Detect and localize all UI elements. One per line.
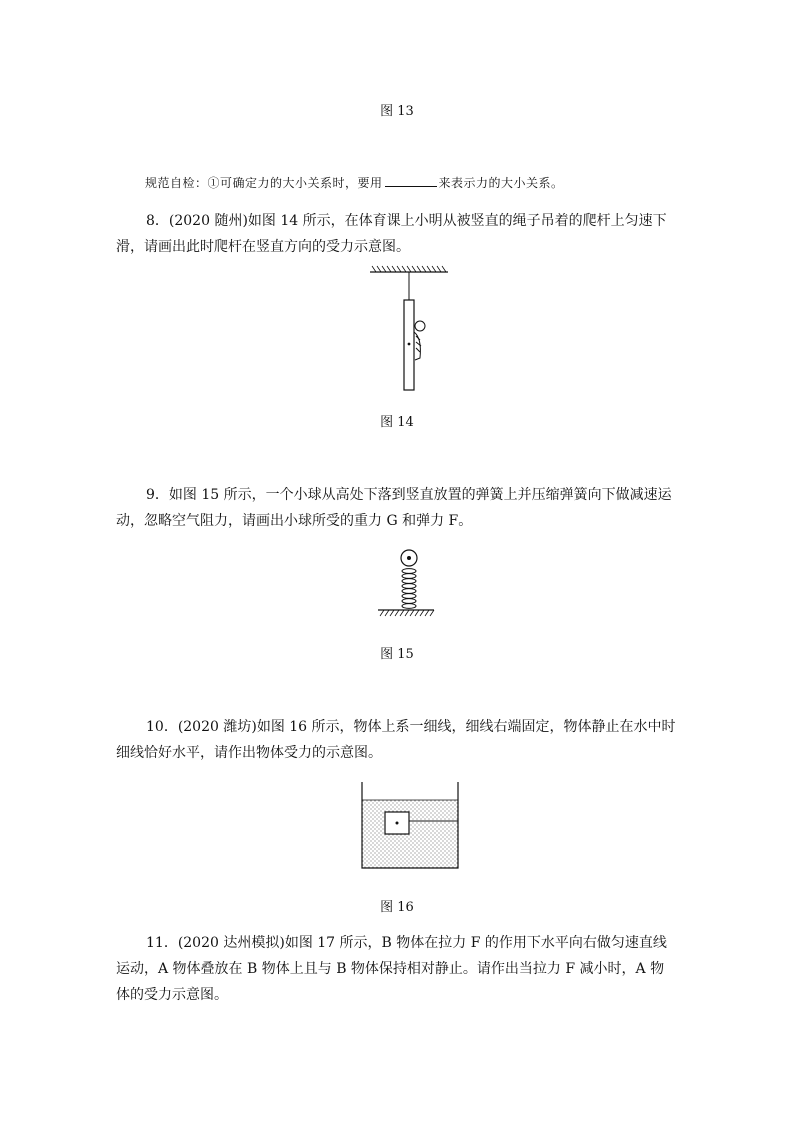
fill-blank[interactable] bbox=[385, 174, 437, 187]
question-11-text: 11．(2020 达州模拟)如图 17 所示，B 物体在拉力 F 的作用下水平向右做匀速直线运动，A 物体叠放在 B 物体上且与 B 物体保持相对静止。请作出当拉力 F 减小时，A 物体的受力示意图。 bbox=[116, 935, 667, 1003]
note-prefix: 规范自检：①可确定力的大小关系时，要用 bbox=[145, 176, 383, 190]
figure-13-caption: 图 13 bbox=[380, 104, 414, 119]
pole-center-dot bbox=[408, 343, 411, 346]
figure-15-caption: 图 15 bbox=[380, 647, 414, 662]
figure-14-climbing-pole bbox=[360, 262, 460, 398]
ground bbox=[378, 610, 434, 616]
figure-14-caption: 图 14 bbox=[380, 415, 414, 430]
question-9-text: 9．如图 15 所示，一个小球从高处下落到竖直放置的弹簧上并压缩弹簧向下做减速运动，忽略空气阻力，请画出小球所受的重力 G 和弹力 F。 bbox=[116, 487, 672, 529]
figure-15-ball-spring bbox=[372, 544, 432, 624]
ceiling bbox=[370, 266, 448, 272]
object-block bbox=[385, 812, 409, 834]
question-8-text: 8．(2020 随州)如图 14 所示，在体育课上小明从被竖直的绳子吊着的爬杆上匀速下滑，请画出此时爬杆在竖直方向的受力示意图。 bbox=[116, 213, 667, 255]
self-check-note bbox=[145, 174, 564, 191]
figure-16-caption: 图 16 bbox=[380, 900, 414, 915]
ball bbox=[401, 550, 417, 566]
spring bbox=[402, 569, 416, 609]
question-10-text: 10．(2020 潍坊)如图 16 所示，物体上系一细线，细线右端固定，物体静止在水中时细线恰好水平，请作出物体受力的示意图。 bbox=[116, 719, 676, 761]
water bbox=[362, 800, 458, 868]
note-suffix: 来表示力的大小关系。 bbox=[438, 176, 564, 190]
climber bbox=[414, 321, 425, 360]
figure-16-water-container bbox=[360, 782, 462, 872]
